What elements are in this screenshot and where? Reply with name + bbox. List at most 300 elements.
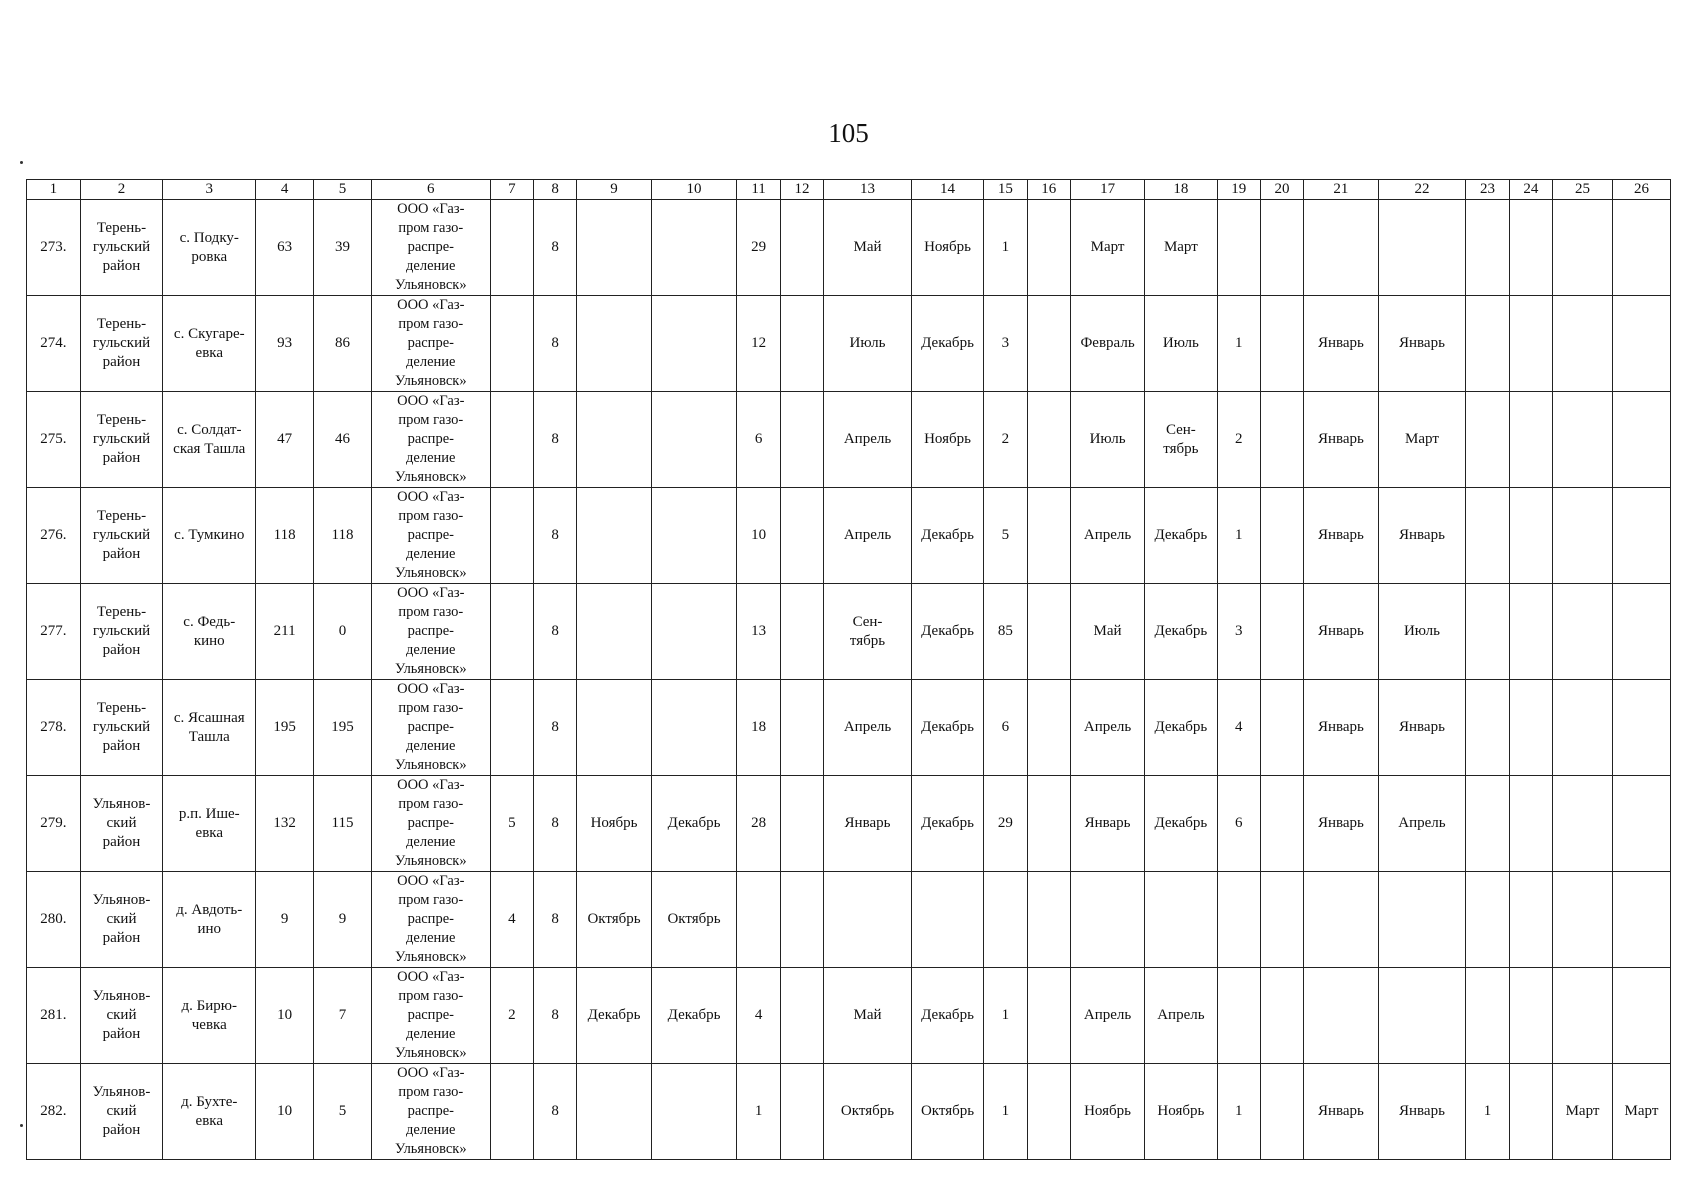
col-7-cell [490,1064,533,1160]
column-header-20: 20 [1260,180,1303,200]
col-15-cell [984,872,1027,968]
col-4-cell: 132 [256,776,314,872]
col-23-cell [1466,200,1509,296]
org-cell: ООО «Газ- пром газо- распре- деление Ульяновск» [371,488,490,584]
col-10-cell [651,680,737,776]
col-12-cell [780,392,823,488]
row-number-cell: 282. [27,1064,81,1160]
column-header-7: 7 [490,180,533,200]
col-17-cell: Январь [1070,776,1144,872]
col-4-cell: 118 [256,488,314,584]
column-header-9: 9 [577,180,651,200]
locality-cell: с. Ясашная Ташла [163,680,256,776]
col-24-cell [1509,296,1552,392]
col-5-cell: 118 [314,488,372,584]
col-21-cell: Январь [1304,776,1378,872]
column-header-24: 24 [1509,180,1552,200]
col-16-cell [1027,680,1070,776]
col-13-cell: Сен- тябрь [824,584,912,680]
col-7-cell [490,392,533,488]
column-header-6: 6 [371,180,490,200]
col-18-cell: Март [1145,200,1217,296]
col-14-cell: Ноябрь [911,392,983,488]
col-11-cell: 12 [737,296,780,392]
col-5-cell: 115 [314,776,372,872]
col-25-cell [1553,200,1613,296]
locality-cell: д. Бухте- евка [163,1064,256,1160]
col-21-cell: Январь [1304,584,1378,680]
col-21-cell [1304,872,1378,968]
col-23-cell [1466,776,1509,872]
district-cell: Ульянов- ский район [80,1064,163,1160]
org-cell: ООО «Газ- пром газо- распре- деление Ульяновск» [371,200,490,296]
column-header-21: 21 [1304,180,1378,200]
col-18-cell: Декабрь [1145,584,1217,680]
row-number-cell: 275. [27,392,81,488]
org-cell: ООО «Газ- пром газо- распре- деление Ульяновск» [371,1064,490,1160]
col-17-cell: Май [1070,584,1144,680]
column-header-12: 12 [780,180,823,200]
col-11-cell: 13 [737,584,780,680]
col-26-cell [1612,392,1670,488]
col-17-cell [1070,872,1144,968]
district-cell: Терень- гульский район [80,296,163,392]
col-15-cell: 5 [984,488,1027,584]
col-17-cell: Март [1070,200,1144,296]
col-14-cell [911,872,983,968]
col-5-cell: 39 [314,200,372,296]
col-10-cell: Декабрь [651,968,737,1064]
col-20-cell [1260,680,1303,776]
col-9-cell [577,488,651,584]
col-14-cell: Декабрь [911,776,983,872]
col-12-cell [780,296,823,392]
col-4-cell: 9 [256,872,314,968]
table-body [27,200,1671,1160]
col-11-cell [737,872,780,968]
col-9-cell [577,296,651,392]
col-20-cell [1260,296,1303,392]
col-26-cell [1612,872,1670,968]
col-20-cell [1260,968,1303,1064]
col-24-cell [1509,680,1552,776]
col-20-cell [1260,1064,1303,1160]
column-header-11: 11 [737,180,780,200]
col-13-cell: Январь [824,776,912,872]
locality-cell: с. Солдат- ская Ташла [163,392,256,488]
col-22-cell [1378,968,1466,1064]
col-14-cell: Декабрь [911,968,983,1064]
col-5-cell: 86 [314,296,372,392]
col-19-cell [1217,872,1260,968]
col-10-cell [651,488,737,584]
col-22-cell: Январь [1378,296,1466,392]
col-20-cell [1260,776,1303,872]
district-cell: Ульянов- ский район [80,776,163,872]
col-8-cell: 8 [534,1064,577,1160]
col-23-cell [1466,680,1509,776]
table-row [27,200,1671,296]
col-9-cell: Ноябрь [577,776,651,872]
col-10-cell [651,200,737,296]
col-23-cell: 1 [1466,1064,1509,1160]
table-row [27,968,1671,1064]
scan-speck [20,161,23,164]
col-13-cell: Октябрь [824,1064,912,1160]
col-16-cell [1027,776,1070,872]
column-header-14: 14 [911,180,983,200]
col-10-cell: Декабрь [651,776,737,872]
column-header-19: 19 [1217,180,1260,200]
col-18-cell: Ноябрь [1145,1064,1217,1160]
col-13-cell: Май [824,200,912,296]
col-12-cell [780,968,823,1064]
col-14-cell: Декабрь [911,296,983,392]
col-24-cell [1509,1064,1552,1160]
col-14-cell: Октябрь [911,1064,983,1160]
col-19-cell: 1 [1217,488,1260,584]
col-19-cell: 2 [1217,392,1260,488]
col-4-cell: 195 [256,680,314,776]
column-header-22: 22 [1378,180,1466,200]
column-header-17: 17 [1070,180,1144,200]
col-15-cell: 1 [984,200,1027,296]
column-header-15: 15 [984,180,1027,200]
column-header-4: 4 [256,180,314,200]
column-header-18: 18 [1145,180,1217,200]
col-13-cell [824,872,912,968]
col-15-cell: 6 [984,680,1027,776]
scan-speck [20,1124,23,1127]
col-19-cell: 4 [1217,680,1260,776]
district-cell: Терень- гульский район [80,680,163,776]
row-number-cell: 279. [27,776,81,872]
locality-cell: с. Подку- ровка [163,200,256,296]
col-22-cell: Июль [1378,584,1466,680]
col-18-cell [1145,872,1217,968]
col-12-cell [780,584,823,680]
row-number-cell: 280. [27,872,81,968]
col-18-cell: Декабрь [1145,776,1217,872]
col-16-cell [1027,488,1070,584]
col-10-cell: Октябрь [651,872,737,968]
col-13-cell: Апрель [824,488,912,584]
col-16-cell [1027,296,1070,392]
district-cell: Ульянов- ский район [80,968,163,1064]
row-number-cell: 276. [27,488,81,584]
col-12-cell [780,200,823,296]
district-cell: Терень- гульский район [80,200,163,296]
col-19-cell: 6 [1217,776,1260,872]
col-11-cell: 6 [737,392,780,488]
row-number-cell: 278. [27,680,81,776]
column-header-16: 16 [1027,180,1070,200]
col-5-cell: 7 [314,968,372,1064]
col-16-cell [1027,584,1070,680]
col-19-cell [1217,200,1260,296]
locality-cell: р.п. Ише- евка [163,776,256,872]
col-10-cell [651,392,737,488]
col-9-cell [577,392,651,488]
col-23-cell [1466,392,1509,488]
col-20-cell [1260,200,1303,296]
col-14-cell: Ноябрь [911,200,983,296]
col-13-cell: Апрель [824,392,912,488]
col-12-cell [780,1064,823,1160]
col-25-cell [1553,872,1613,968]
col-11-cell: 28 [737,776,780,872]
col-8-cell: 8 [534,584,577,680]
col-8-cell: 8 [534,776,577,872]
col-19-cell: 1 [1217,1064,1260,1160]
col-21-cell [1304,968,1378,1064]
col-24-cell [1509,776,1552,872]
col-12-cell [780,680,823,776]
col-24-cell [1509,968,1552,1064]
col-12-cell [780,488,823,584]
locality-cell: с. Федь- кино [163,584,256,680]
col-8-cell: 8 [534,872,577,968]
col-10-cell [651,584,737,680]
org-cell: ООО «Газ- пром газо- распре- деление Ульяновск» [371,584,490,680]
column-header-10: 10 [651,180,737,200]
col-21-cell: Январь [1304,392,1378,488]
col-8-cell: 8 [534,200,577,296]
col-5-cell: 195 [314,680,372,776]
column-header-1: 1 [27,180,81,200]
col-16-cell [1027,968,1070,1064]
col-20-cell [1260,488,1303,584]
col-16-cell [1027,200,1070,296]
col-18-cell: Декабрь [1145,488,1217,584]
district-cell: Терень- гульский район [80,488,163,584]
col-17-cell: Апрель [1070,680,1144,776]
org-cell: ООО «Газ- пром газо- распре- деление Ульяновск» [371,776,490,872]
org-cell: ООО «Газ- пром газо- распре- деление Ульяновск» [371,392,490,488]
col-17-cell: Июль [1070,392,1144,488]
col-7-cell [490,680,533,776]
col-14-cell: Декабрь [911,584,983,680]
col-24-cell [1509,584,1552,680]
org-cell: ООО «Газ- пром газо- распре- деление Ульяновск» [371,296,490,392]
col-25-cell [1553,680,1613,776]
row-number-cell: 273. [27,200,81,296]
col-14-cell: Декабрь [911,680,983,776]
col-9-cell [577,200,651,296]
col-18-cell: Июль [1145,296,1217,392]
col-17-cell: Февраль [1070,296,1144,392]
col-13-cell: Июль [824,296,912,392]
col-26-cell [1612,776,1670,872]
col-17-cell: Апрель [1070,968,1144,1064]
col-11-cell: 4 [737,968,780,1064]
table-row [27,680,1671,776]
table-row [27,1064,1671,1160]
col-15-cell: 2 [984,392,1027,488]
col-19-cell: 1 [1217,296,1260,392]
column-number-header-row [27,180,1671,200]
column-header-13: 13 [824,180,912,200]
col-21-cell [1304,200,1378,296]
col-23-cell [1466,488,1509,584]
col-22-cell: Январь [1378,1064,1466,1160]
col-5-cell: 46 [314,392,372,488]
col-8-cell: 8 [534,488,577,584]
col-16-cell [1027,872,1070,968]
district-cell: Терень- гульский район [80,392,163,488]
org-cell: ООО «Газ- пром газо- распре- деление Ульяновск» [371,680,490,776]
col-25-cell [1553,488,1613,584]
col-25-cell [1553,584,1613,680]
col-24-cell [1509,200,1552,296]
col-26-cell: Март [1612,1064,1670,1160]
col-10-cell [651,1064,737,1160]
col-4-cell: 211 [256,584,314,680]
col-16-cell [1027,1064,1070,1160]
col-20-cell [1260,872,1303,968]
col-5-cell: 9 [314,872,372,968]
col-8-cell: 8 [534,296,577,392]
col-4-cell: 10 [256,968,314,1064]
table-row [27,776,1671,872]
col-25-cell [1553,776,1613,872]
table-row [27,488,1671,584]
col-11-cell: 1 [737,1064,780,1160]
col-11-cell: 10 [737,488,780,584]
column-header-26: 26 [1612,180,1670,200]
col-25-cell [1553,392,1613,488]
column-header-8: 8 [534,180,577,200]
col-10-cell [651,296,737,392]
col-7-cell: 4 [490,872,533,968]
col-7-cell: 2 [490,968,533,1064]
col-18-cell: Сен- тябрь [1145,392,1217,488]
col-25-cell [1553,296,1613,392]
col-7-cell [490,296,533,392]
col-26-cell [1612,680,1670,776]
col-7-cell [490,200,533,296]
col-16-cell [1027,392,1070,488]
locality-cell: с. Скугаре- евка [163,296,256,392]
col-25-cell [1553,968,1613,1064]
col-15-cell: 29 [984,776,1027,872]
col-26-cell [1612,584,1670,680]
col-15-cell: 1 [984,1064,1027,1160]
col-18-cell: Декабрь [1145,680,1217,776]
col-15-cell: 85 [984,584,1027,680]
col-11-cell: 29 [737,200,780,296]
org-cell: ООО «Газ- пром газо- распре- деление Ульяновск» [371,872,490,968]
col-22-cell: Апрель [1378,776,1466,872]
col-7-cell: 5 [490,776,533,872]
col-4-cell: 47 [256,392,314,488]
col-24-cell [1509,488,1552,584]
column-header-23: 23 [1466,180,1509,200]
column-header-5: 5 [314,180,372,200]
col-22-cell: Март [1378,392,1466,488]
table-row [27,584,1671,680]
col-17-cell: Апрель [1070,488,1144,584]
col-24-cell [1509,872,1552,968]
col-9-cell [577,680,651,776]
table-row [27,392,1671,488]
col-4-cell: 63 [256,200,314,296]
col-23-cell [1466,872,1509,968]
col-9-cell [577,584,651,680]
col-21-cell: Январь [1304,488,1378,584]
district-cell: Ульянов- ский район [80,872,163,968]
org-cell: ООО «Газ- пром газо- распре- деление Ульяновск» [371,968,490,1064]
col-21-cell: Январь [1304,296,1378,392]
col-26-cell [1612,200,1670,296]
col-22-cell [1378,872,1466,968]
col-19-cell [1217,968,1260,1064]
col-8-cell: 8 [534,968,577,1064]
col-23-cell [1466,584,1509,680]
col-5-cell: 5 [314,1064,372,1160]
col-4-cell: 93 [256,296,314,392]
col-13-cell: Май [824,968,912,1064]
col-7-cell [490,488,533,584]
col-26-cell [1612,296,1670,392]
col-9-cell: Декабрь [577,968,651,1064]
district-cell: Терень- гульский район [80,584,163,680]
col-25-cell: Март [1553,1064,1613,1160]
col-23-cell [1466,296,1509,392]
row-number-cell: 277. [27,584,81,680]
col-19-cell: 3 [1217,584,1260,680]
locality-cell: д. Бирю- чевка [163,968,256,1064]
col-20-cell [1260,392,1303,488]
col-11-cell: 18 [737,680,780,776]
col-22-cell [1378,200,1466,296]
col-20-cell [1260,584,1303,680]
col-8-cell: 8 [534,680,577,776]
col-22-cell: Январь [1378,680,1466,776]
locality-cell: с. Тумкино [163,488,256,584]
col-26-cell [1612,488,1670,584]
col-9-cell [577,1064,651,1160]
col-24-cell [1509,392,1552,488]
col-4-cell: 10 [256,1064,314,1160]
gasification-schedule-table [26,179,1671,1160]
row-number-cell: 281. [27,968,81,1064]
row-number-cell: 274. [27,296,81,392]
col-7-cell [490,584,533,680]
locality-cell: д. Авдоть- ино [163,872,256,968]
col-8-cell: 8 [534,392,577,488]
col-22-cell: Январь [1378,488,1466,584]
column-header-25: 25 [1553,180,1613,200]
col-21-cell: Январь [1304,1064,1378,1160]
col-15-cell: 3 [984,296,1027,392]
col-12-cell [780,872,823,968]
col-5-cell: 0 [314,584,372,680]
page-number: 105 [828,118,869,148]
col-26-cell [1612,968,1670,1064]
col-17-cell: Ноябрь [1070,1064,1144,1160]
col-23-cell [1466,968,1509,1064]
col-9-cell: Октябрь [577,872,651,968]
col-13-cell: Апрель [824,680,912,776]
col-15-cell: 1 [984,968,1027,1064]
table-row [27,296,1671,392]
column-header-3: 3 [163,180,256,200]
table-row [27,872,1671,968]
col-21-cell: Январь [1304,680,1378,776]
col-14-cell: Декабрь [911,488,983,584]
column-header-2: 2 [80,180,163,200]
